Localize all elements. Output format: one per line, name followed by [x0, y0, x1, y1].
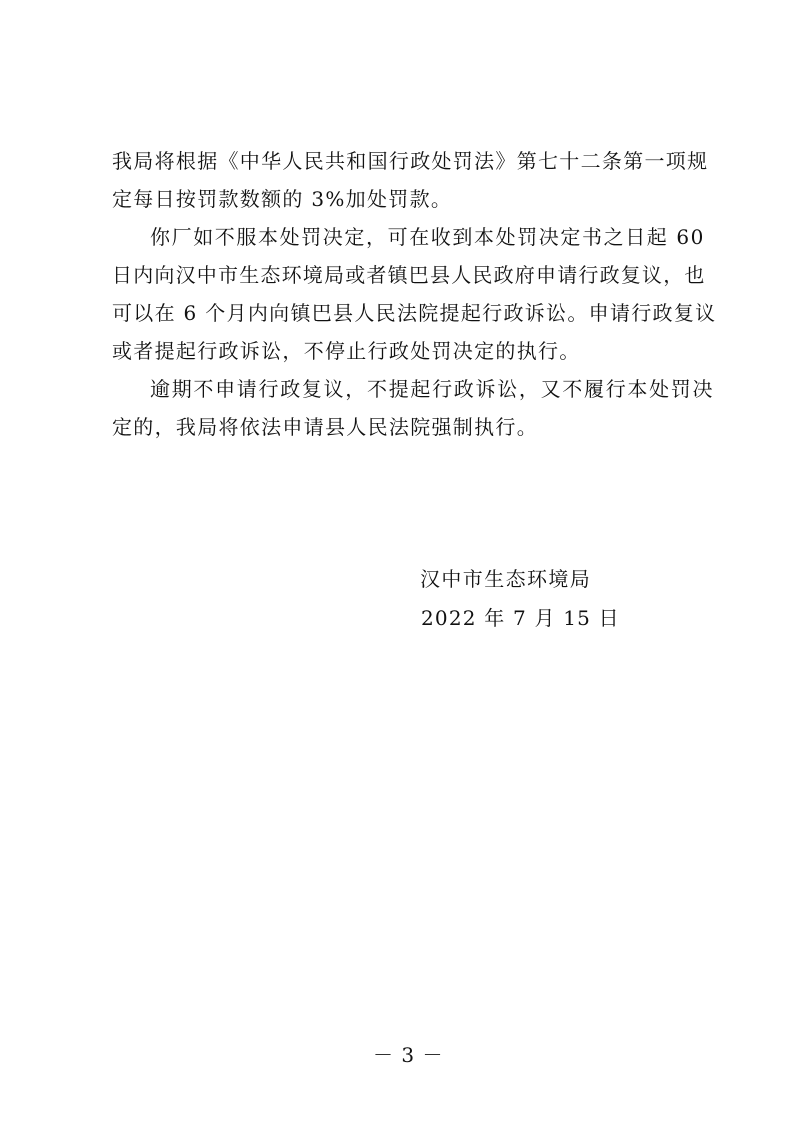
- signature-organization: 汉中市生态环境局: [420, 567, 592, 591]
- paragraph-3-line-1: 逾期不申请行政复议，不提起行政诉讼，又不履行本处罚决: [150, 377, 715, 401]
- paragraph-3-line-2: 定的，我局将依法申请县人民法院强制执行。: [112, 415, 538, 439]
- paragraph-2-line-2: 日内向汉中市生态环境局或者镇巴县人民政府申请行政复议，也: [112, 263, 706, 287]
- paragraph-2-line-1: 你厂如不服本处罚决定，可在收到本处罚决定书之日起 60: [150, 225, 706, 249]
- paragraph-2-line-4: 或者提起行政诉讼，不停止行政处罚决定的执行。: [112, 339, 581, 363]
- page-number: － 3 －: [373, 1043, 444, 1067]
- paragraph-1-line-1: 我局将根据《中华人民共和国行政处罚法》第七十二条第一项规: [112, 149, 709, 173]
- signature-date: 2022 年 7 月 15 日: [421, 606, 620, 630]
- paragraph-1-line-2: 定每日按罚款数额的 3%加处罚款。: [112, 187, 453, 211]
- paragraph-2-line-3: 可以在 6 个月内向镇巴县人民法院提起行政诉讼。申请行政复议: [112, 301, 717, 325]
